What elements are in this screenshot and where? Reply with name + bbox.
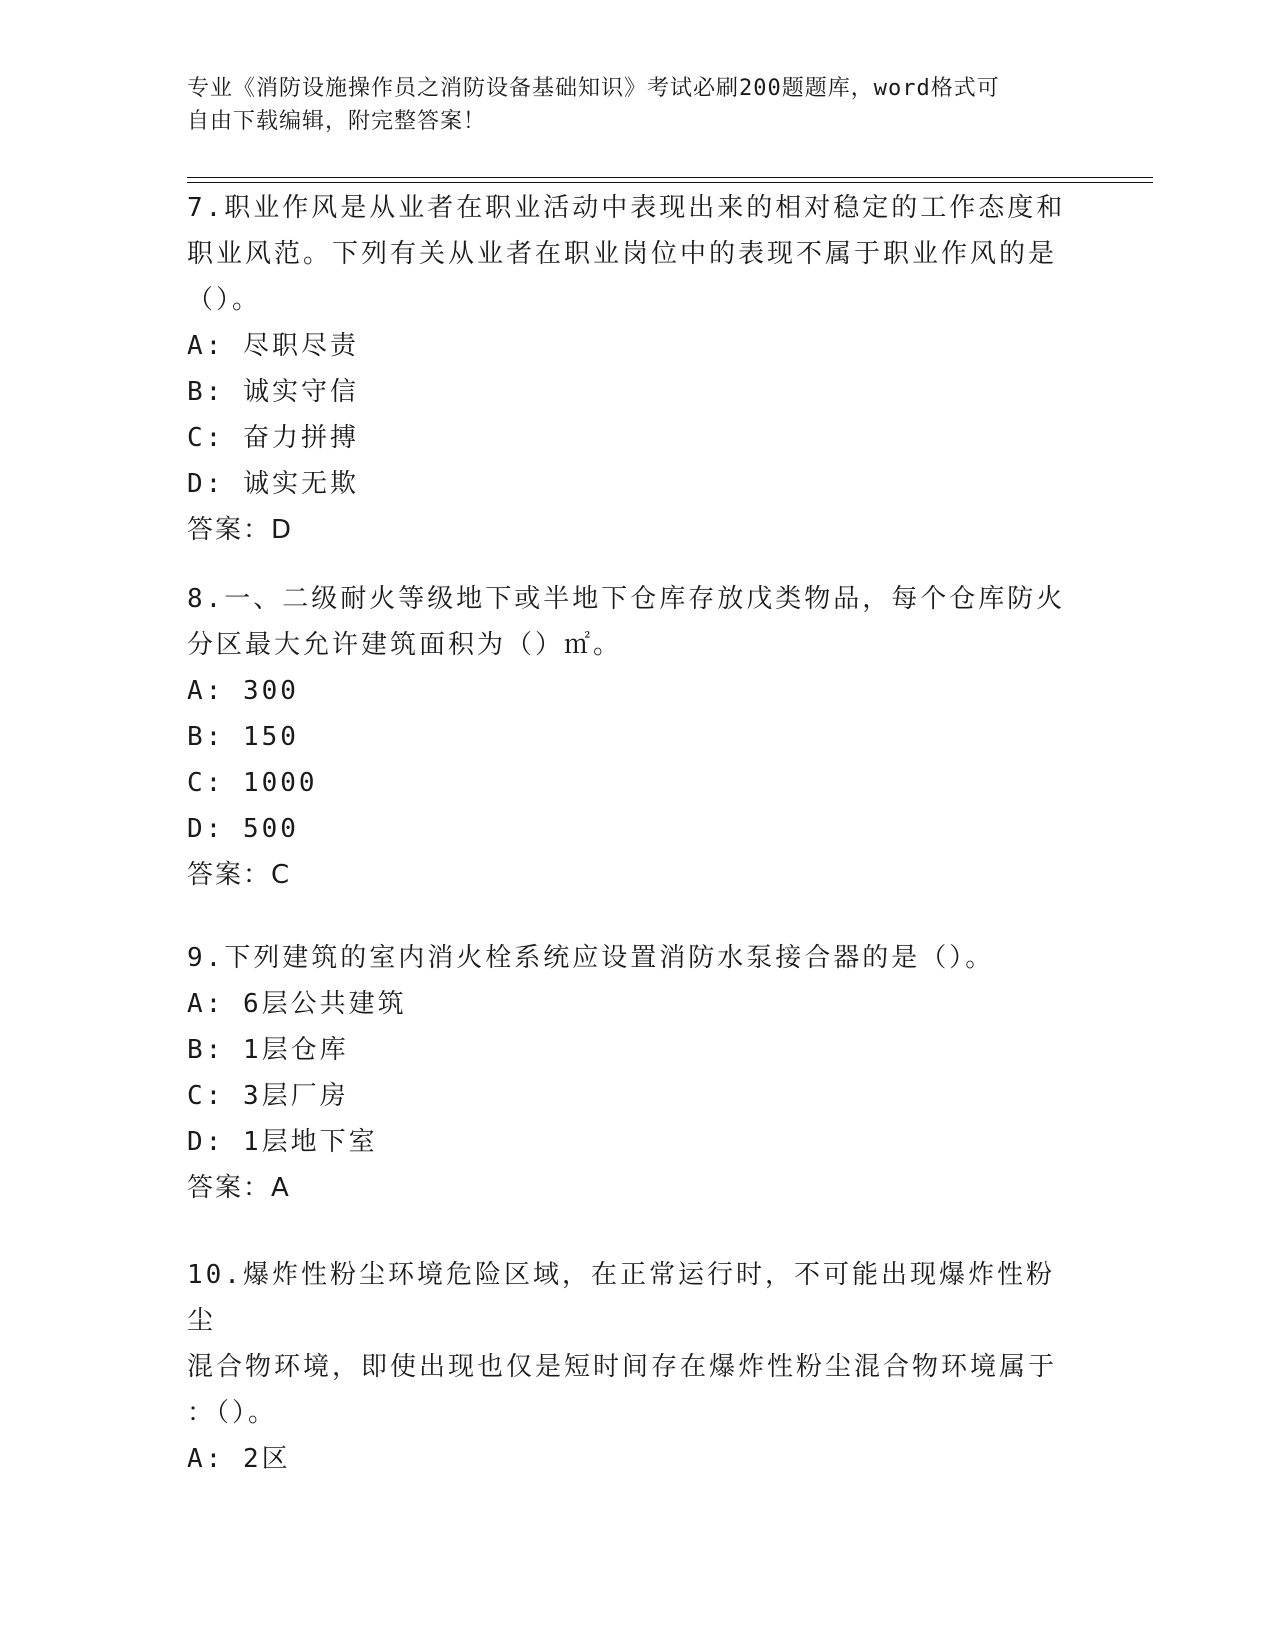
- question-stem-line: 分区最大允许建筑面积为（）㎡。: [187, 630, 623, 660]
- option-a: A: 2区: [187, 1444, 291, 1474]
- answer-line: 答案：A: [187, 1173, 291, 1203]
- question-stem-line: 混合物环境，即使出现也仅是短时间存在爆炸性粉尘混合物环境属于: [187, 1352, 1058, 1382]
- header-divider-bottom: [187, 182, 1153, 183]
- question-stem-line: ：（）。: [187, 1398, 278, 1428]
- option-a: A: 300: [187, 676, 299, 706]
- question-stem-line: 9.下列建筑的室内消火栓系统应设置消防水泵接合器的是（）。: [187, 943, 995, 973]
- question-7: [187, 185, 1067, 553]
- option-c: C: 奋力拼搏: [187, 423, 359, 453]
- question-stem-line: 10.爆炸性粉尘环境危险区域，在正常运行时，不可能出现爆炸性粉尘: [187, 1260, 1055, 1336]
- header-line-2: 自由下载编辑，附完整答案！: [187, 109, 487, 134]
- question-10: [187, 1252, 1067, 1482]
- option-c: C: 3层厂房: [187, 1081, 349, 1111]
- question-9: [187, 935, 1067, 1211]
- question-stem-line: 7.职业作风是从业者在职业活动中表现出来的相对稳定的工作态度和: [187, 193, 1066, 223]
- header-line-1: 专业《消防设施操作员之消防设备基础知识》考试必刷200题题库，word格式可: [187, 76, 1000, 101]
- option-a: A: 6层公共建筑: [187, 989, 407, 1019]
- option-d: D: 1层地下室: [187, 1127, 378, 1157]
- question-stem-line: 8.一、二级耐火等级地下或半地下仓库存放戊类物品，每个仓库防火: [187, 584, 1066, 614]
- document-header: [187, 72, 1087, 138]
- option-d: D: 诚实无欺: [187, 469, 359, 499]
- option-b: B: 诚实守信: [187, 377, 359, 407]
- header-divider-top: [187, 177, 1153, 178]
- answer-line: 答案：C: [187, 860, 292, 890]
- answer-line: 答案：D: [187, 515, 294, 545]
- option-b: B: 1层仓库: [187, 1035, 349, 1065]
- option-b: B: 150: [187, 722, 299, 752]
- option-c: C: 1000: [187, 768, 318, 798]
- option-a: A: 尽职尽责: [187, 331, 359, 361]
- question-stem-line: （）。: [187, 285, 262, 315]
- question-8: [187, 576, 1067, 898]
- question-stem-line: 职业风范。下列有关从业者在职业岗位中的表现不属于职业作风的是: [187, 239, 1058, 269]
- option-d: D: 500: [187, 814, 299, 844]
